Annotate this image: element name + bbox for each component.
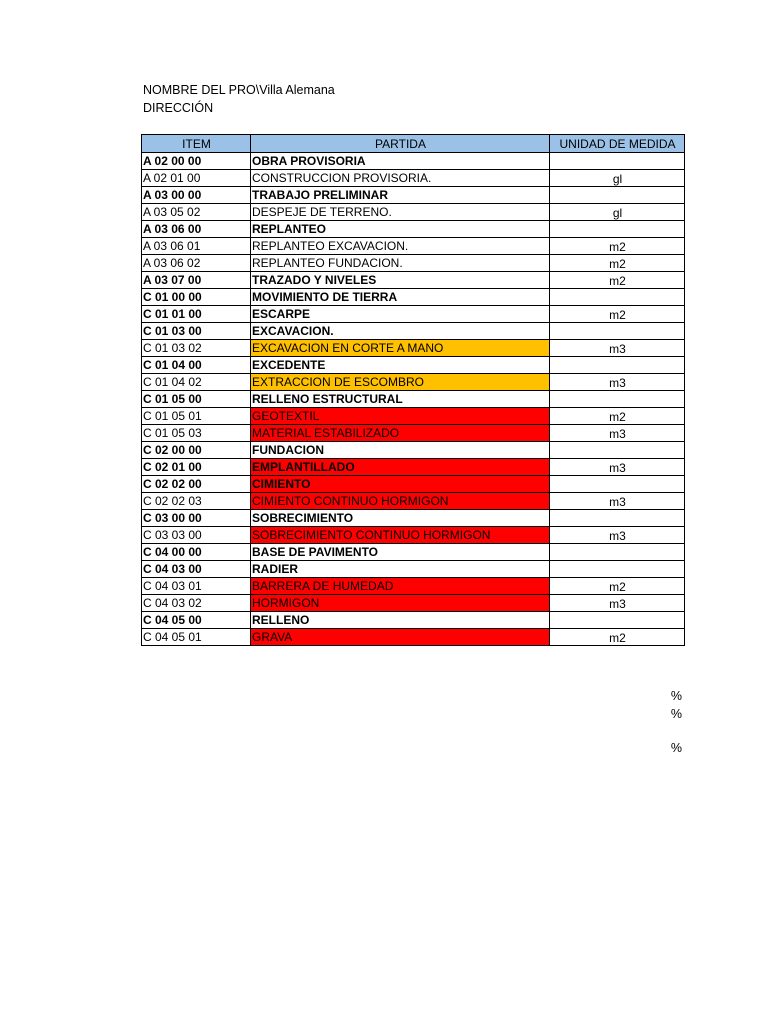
cell-item-code[interactable]: A 03 07 00 xyxy=(142,272,251,289)
table-row xyxy=(142,306,685,323)
cell-partida[interactable]: EXCAVACION. xyxy=(251,323,550,340)
cell-unit[interactable]: m3 xyxy=(550,459,685,476)
cell-unit[interactable] xyxy=(550,476,685,493)
cell-partida[interactable]: CIMIENTO CONTINUO HORMIGON xyxy=(251,493,550,510)
cell-unit[interactable] xyxy=(550,544,685,561)
project-name-line: NOMBRE DEL PRO\Villa Alemana xyxy=(143,83,335,97)
cell-unit[interactable]: m2 xyxy=(550,272,685,289)
table-row xyxy=(142,408,685,425)
cell-partida[interactable]: MOVIMIENTO DE TIERRA xyxy=(251,289,550,306)
cell-unit[interactable]: m2 xyxy=(550,629,685,646)
column-header-partida[interactable]: PARTIDA xyxy=(251,135,550,153)
cell-unit[interactable] xyxy=(550,357,685,374)
cell-item-code[interactable]: A 03 00 00 xyxy=(142,187,251,204)
table-body xyxy=(142,153,685,646)
cell-item-code[interactable]: C 02 02 00 xyxy=(142,476,251,493)
cell-partida[interactable]: FUNDACION xyxy=(251,442,550,459)
column-header-item[interactable]: ITEM xyxy=(142,135,251,153)
cell-unit[interactable]: m2 xyxy=(550,306,685,323)
cell-unit[interactable]: gl xyxy=(550,170,685,187)
cell-unit[interactable] xyxy=(550,442,685,459)
cell-item-code[interactable]: A 03 06 02 xyxy=(142,255,251,272)
cell-partida[interactable]: SOBRECIMIENTO CONTINUO HORMIGON xyxy=(251,527,550,544)
percent-mark: % xyxy=(670,741,682,755)
cell-item-code[interactable]: A 02 00 00 xyxy=(142,153,251,170)
table-row xyxy=(142,612,685,629)
table-row xyxy=(142,374,685,391)
cell-item-code[interactable]: C 01 03 00 xyxy=(142,323,251,340)
table-row xyxy=(142,595,685,612)
cell-unit[interactable]: m3 xyxy=(550,374,685,391)
table-row xyxy=(142,340,685,357)
table-row xyxy=(142,153,685,170)
cell-partida[interactable]: HORMIGON xyxy=(251,595,550,612)
cell-unit[interactable]: gl xyxy=(550,204,685,221)
cell-item-code[interactable]: C 01 03 02 xyxy=(142,340,251,357)
table-row xyxy=(142,255,685,272)
cell-unit[interactable] xyxy=(550,289,685,306)
cell-unit[interactable] xyxy=(550,153,685,170)
cell-unit[interactable] xyxy=(550,391,685,408)
cell-partida[interactable]: REPLANTEO FUNDACION. xyxy=(251,255,550,272)
cell-item-code[interactable]: C 01 05 01 xyxy=(142,408,251,425)
cell-unit[interactable] xyxy=(550,561,685,578)
cell-item-code[interactable]: A 02 01 00 xyxy=(142,170,251,187)
table-row xyxy=(142,544,685,561)
cell-unit[interactable] xyxy=(550,510,685,527)
cell-item-code[interactable]: C 04 03 01 xyxy=(142,578,251,595)
cell-partida[interactable]: GEOTEXTIL xyxy=(251,408,550,425)
cell-partida[interactable]: ESCARPE xyxy=(251,306,550,323)
cell-unit[interactable]: m2 xyxy=(550,255,685,272)
budget-table xyxy=(141,134,685,646)
cell-unit[interactable]: m2 xyxy=(550,238,685,255)
cell-partida[interactable]: BASE DE PAVIMENTO xyxy=(251,544,550,561)
table-row xyxy=(142,170,685,187)
table-row xyxy=(142,323,685,340)
table-row xyxy=(142,459,685,476)
table-row xyxy=(142,357,685,374)
cell-unit[interactable]: m3 xyxy=(550,493,685,510)
cell-unit[interactable]: m3 xyxy=(550,595,685,612)
cell-item-code[interactable]: C 01 04 00 xyxy=(142,357,251,374)
table-row xyxy=(142,187,685,204)
cell-item-code[interactable]: C 04 03 02 xyxy=(142,595,251,612)
cell-partida[interactable]: REPLANTEO EXCAVACION. xyxy=(251,238,550,255)
table-row xyxy=(142,442,685,459)
cell-item-code[interactable]: C 02 02 03 xyxy=(142,493,251,510)
cell-unit[interactable]: m2 xyxy=(550,408,685,425)
cell-partida[interactable]: TRAZADO Y NIVELES xyxy=(251,272,550,289)
percent-mark: % xyxy=(670,707,682,721)
table-row xyxy=(142,578,685,595)
cell-item-code[interactable]: C 03 03 00 xyxy=(142,527,251,544)
cell-item-code[interactable]: A 03 06 01 xyxy=(142,238,251,255)
cell-unit[interactable] xyxy=(550,187,685,204)
cell-item-code[interactable]: C 02 01 00 xyxy=(142,459,251,476)
percent-mark: % xyxy=(670,689,682,703)
column-header-unit[interactable]: UNIDAD DE MEDIDA xyxy=(550,135,685,153)
cell-unit[interactable] xyxy=(550,612,685,629)
cell-unit[interactable] xyxy=(550,323,685,340)
cell-partida[interactable]: CONSTRUCCION PROVISORIA. xyxy=(251,170,550,187)
cell-partida[interactable]: EXCEDENTE xyxy=(251,357,550,374)
table-row xyxy=(142,238,685,255)
cell-unit[interactable]: m3 xyxy=(550,340,685,357)
cell-item-code[interactable]: C 04 05 01 xyxy=(142,629,251,646)
cell-partida[interactable]: RADIER xyxy=(251,561,550,578)
cell-item-code[interactable]: C 01 01 00 xyxy=(142,306,251,323)
cell-item-code[interactable]: C 04 00 00 xyxy=(142,544,251,561)
address-line: DIRECCIÓN xyxy=(143,101,214,115)
table-row xyxy=(142,289,685,306)
table-row xyxy=(142,476,685,493)
cell-partida[interactable]: RELLENO xyxy=(251,612,550,629)
cell-item-code[interactable]: A 03 06 00 xyxy=(142,221,251,238)
cell-item-code[interactable]: C 02 00 00 xyxy=(142,442,251,459)
cell-partida[interactable]: DESPEJE DE TERRENO. xyxy=(251,204,550,221)
table-row xyxy=(142,272,685,289)
table-row xyxy=(142,221,685,238)
cell-item-code[interactable]: C 01 05 00 xyxy=(142,391,251,408)
cell-unit[interactable]: m3 xyxy=(550,527,685,544)
cell-unit[interactable] xyxy=(550,221,685,238)
cell-item-code[interactable]: C 04 05 00 xyxy=(142,612,251,629)
cell-item-code[interactable]: C 01 04 02 xyxy=(142,374,251,391)
cell-item-code[interactable]: C 03 00 00 xyxy=(142,510,251,527)
cell-partida[interactable]: MATERIAL ESTABILIZADO xyxy=(251,425,550,442)
cell-unit[interactable]: m2 xyxy=(550,578,685,595)
cell-partida[interactable]: EMPLANTILLADO xyxy=(251,459,550,476)
table-header-row xyxy=(142,135,685,153)
table-row xyxy=(142,510,685,527)
table-row xyxy=(142,391,685,408)
cell-partida[interactable]: EXCAVACION EN CORTE A MANO xyxy=(251,340,550,357)
table-row xyxy=(142,493,685,510)
cell-partida[interactable]: OBRA PROVISORIA xyxy=(251,153,550,170)
table-row xyxy=(142,629,685,646)
cell-partida[interactable]: RELLENO ESTRUCTURAL xyxy=(251,391,550,408)
cell-partida[interactable]: SOBRECIMIENTO xyxy=(251,510,550,527)
cell-partida[interactable]: TRABAJO PRELIMINAR xyxy=(251,187,550,204)
table-row xyxy=(142,527,685,544)
table-row xyxy=(142,204,685,221)
cell-partida[interactable]: CIMIENTO xyxy=(251,476,550,493)
cell-item-code[interactable]: C 01 00 00 xyxy=(142,289,251,306)
cell-item-code[interactable]: A 03 05 02 xyxy=(142,204,251,221)
cell-partida[interactable]: GRAVA xyxy=(251,629,550,646)
cell-item-code[interactable]: C 04 03 00 xyxy=(142,561,251,578)
cell-partida[interactable]: EXTRACCION DE ESCOMBRO xyxy=(251,374,550,391)
table-row xyxy=(142,561,685,578)
cell-item-code[interactable]: C 01 05 03 xyxy=(142,425,251,442)
table-row xyxy=(142,425,685,442)
cell-partida[interactable]: REPLANTEO xyxy=(251,221,550,238)
cell-partida[interactable]: BARRERA DE HUMEDAD xyxy=(251,578,550,595)
cell-unit[interactable]: m3 xyxy=(550,425,685,442)
